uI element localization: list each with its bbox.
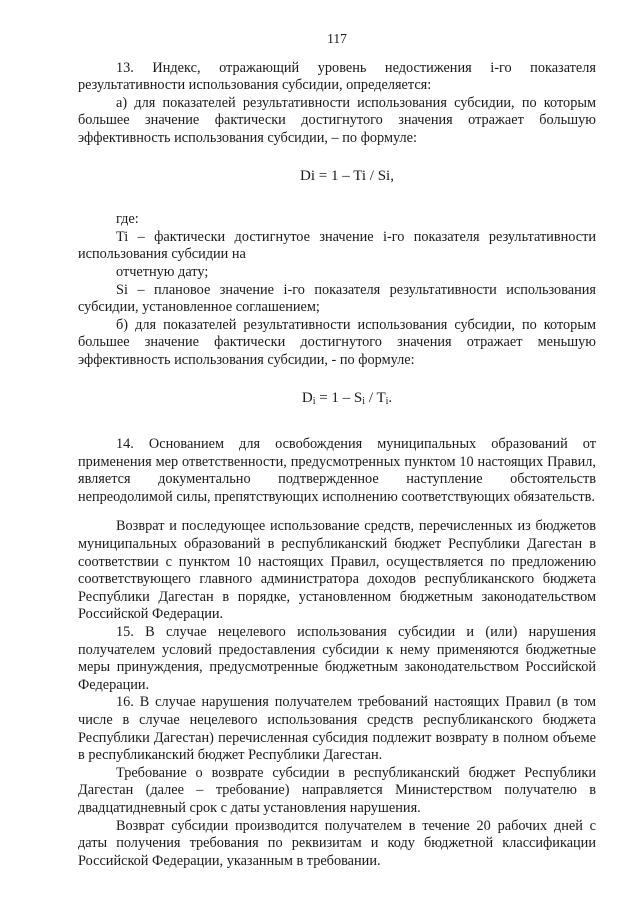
formula-2-sub-d: i	[312, 395, 316, 407]
ti-definition-continued: отчетную дату;	[116, 263, 209, 280]
paragraph-16-refund: Возврат субсидии производится получателем в течение 20 рабочих дней с даты получения требования по реквизитам и коду бюджетной классификации Российской Федерации, указанным в требовании.	[78, 817, 596, 869]
spacer	[78, 506, 596, 518]
formula-2-slash: / T	[365, 389, 386, 406]
paragraph-16-requirement: Требование о возврате субсидии в республиканский бюджет Республики Дагестан (далее – требование) направляется Министерством получателю в двадцатидневный срок с даты установления нарушения.	[78, 764, 596, 816]
formula-2-end: .	[388, 389, 393, 406]
paragraph-13-a: а) для показателей результативности использования субсидии, по которым большее значение фактически достигнутого значения отражает большую эффективность использования субсидии, – по формуле:	[78, 94, 596, 146]
paragraph-14: 14. Основанием для освобождения муниципальных образований от применения мер ответственности, предусмотренных пунктом 10 настоящих Правил, является документально подтвержденное наступление обстоятельств непреодолимой силы, препятствующих исполнению соответствующих обязательств.	[78, 436, 596, 505]
si-definition: Si – плановое значение i-го показателя результативности использования субсидии, установленное соглашением;	[78, 281, 596, 316]
page-number: 117	[327, 31, 347, 46]
formula-2-sub-s: i	[362, 395, 366, 407]
where-label: где:	[116, 211, 139, 228]
formula-2-sub-t: i	[385, 395, 389, 407]
paragraph-13-b: б) для показателей результативности использования субсидии, по которым большее значение фактически достигнутого значения отражает меньшую эффективность использования субсидии, - по формуле:	[78, 316, 596, 368]
formula-1: Di = 1 – Ti / Si,	[300, 167, 394, 184]
formula-2-mid: = 1 – S	[315, 389, 363, 406]
ti-definition: Ti – фактически достигнутое значение i-го показателя результативности использования субсидии на	[78, 228, 596, 263]
paragraph-16: 16. В случае нарушения получателем требований настоящих Правил (в том числе в случае нецелевого использования средств республиканского бюджета Республики Дагестан) перечисленная субсидия подлежит возврату в полном объеме в республиканский бюджет Республики Дагестан.	[78, 694, 596, 764]
paragraph-13-intro: 13. Индекс, отражающий уровень недостижения i-го показателя результативности использования субсидии, определяется:	[78, 59, 596, 94]
formula-2-d: D	[301, 389, 313, 406]
formula-2	[78, 390, 596, 411]
paragraph-14-return: Возврат и последующее использование средств, перечисленных из бюджетов муниципальных образований в республиканский бюджет Республики Дагестан в соответствии с пунктом 10 настоящих Правил, осуществляется по предложению соответствующего главного администратора доходов республиканского бюджета Республики Дагестан в порядке, установленном бюджетным законодательством Российской Федерации.	[78, 518, 596, 623]
paragraph-15: 15. В случае нецелевого использования субсидии и (или) нарушения получателем условий предоставления субсидии к нему применяются бюджетные меры принуждения, предусмотренные бюджетным законодательством Российской Федерации.	[78, 624, 596, 693]
